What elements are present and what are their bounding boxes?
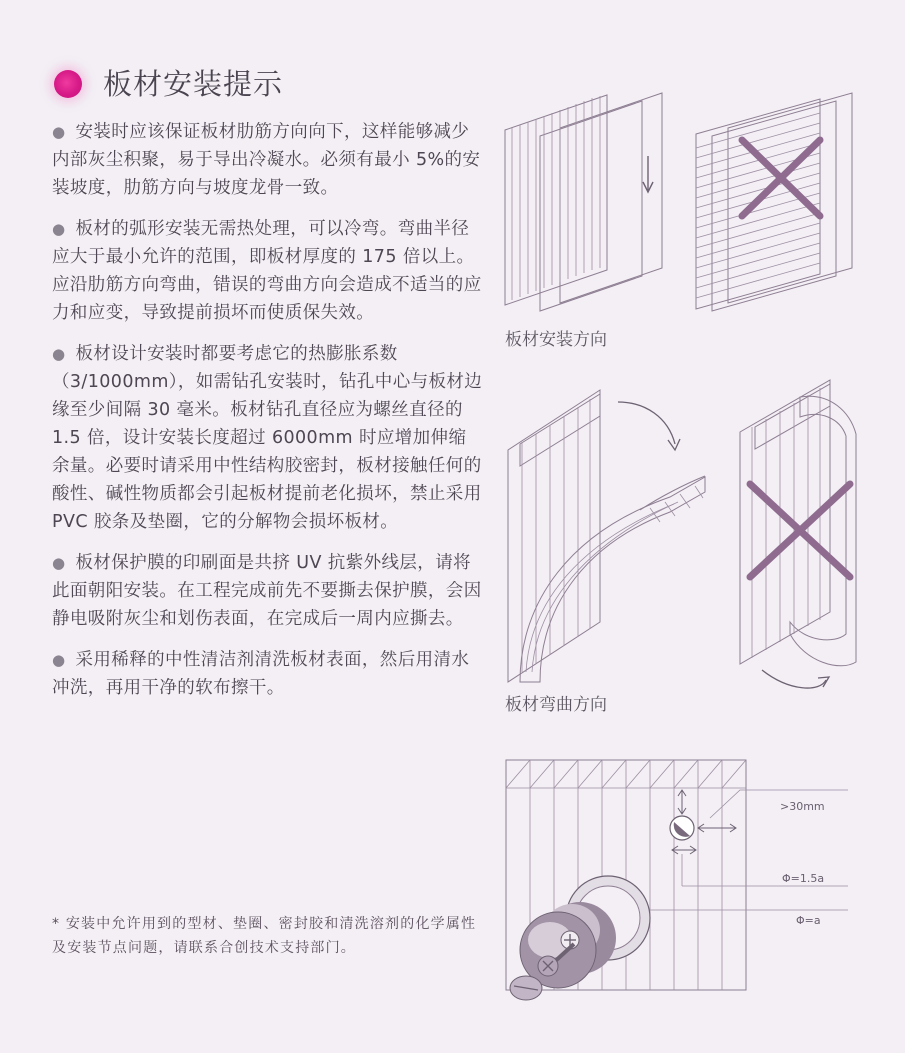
correct-bend-illustration: [508, 390, 705, 682]
instruction-text: 采用稀释的中性清洁剂清洗板材表面，然后用清水冲洗，再用干净的软布擦干。: [52, 650, 470, 698]
instruction-text: 板材设计安装时都要考虑它的热膨胀系数（3/1000mm），如需钻孔安装时，钻孔中心与板材边缘至少间隔 30 毫米。板材钻孔直径应为螺丝直径的 1.5 倍，设计安装长度超过 6000mm 时应增加伸缩余量。必要时请采用中性结构胶密封，板材接触任何的酸性、碱性物质都会引起板材提前老化损坏，禁止采用 PVC 胶条及垫圈，它的分解物会损坏板材。: [52, 344, 483, 532]
instructions-list: [52, 118, 484, 715]
instruction-paragraph: [52, 549, 484, 633]
dim-a-label: Φ=a: [796, 914, 821, 927]
drill-hole-dimensions: [620, 790, 848, 927]
dim-30mm-label: >30mm: [780, 800, 825, 813]
install-direction-label: 板材安装方向: [505, 330, 607, 350]
instruction-text: 安装时应该保证板材肋筋方向向下，这样能够减少内部灰尘积聚，易于导出冷凝水。必须有最小 5%的安装坡度，肋筋方向与坡度龙骨一致。: [52, 122, 481, 198]
footnote: * 安装中允许用到的型材、垫圈、密封胶和清洗溶剂的化学属性及安装节点问题，请联系合创技术支持部门。: [52, 916, 477, 956]
bullet-icon: ●: [52, 220, 66, 238]
bullet-icon: ●: [52, 123, 66, 141]
dim-1-5a-label: Φ=1.5a: [782, 872, 825, 885]
page-title: 板材安装提示: [103, 67, 284, 101]
instruction-paragraph: [52, 646, 484, 702]
bend-direction-figure: [500, 372, 870, 692]
instruction-paragraph: [52, 340, 484, 536]
wrong-bend-illustration: [740, 380, 856, 688]
wrong-panel-illustration: [696, 93, 852, 311]
washer-and-screw-illustration: [510, 876, 650, 1000]
bullet-icon: ●: [52, 651, 66, 669]
correct-panel-illustration: [505, 93, 662, 311]
instruction-text: 板材保护膜的印刷面是共挤 UV 抗紫外线层，请将此面朝阳安装。在工程完成前先不要撕去保护膜，会因静电吸附灰尘和划伤表面，在完成后一周内应撕去。: [52, 553, 482, 629]
title-bullet-dot: [54, 70, 82, 98]
instruction-text: 板材的弧形安装无需热处理，可以冷弯。弯曲半径应大于最小允许的范围，即板材厚度的 175 倍以上。应沿肋筋方向弯曲，错误的弯曲方向会造成不适当的应力和应变，导致提前损坏而使质保失效。: [52, 219, 482, 323]
drilling-detail-figure: [500, 750, 850, 1010]
bullet-icon: ●: [52, 554, 66, 572]
install-direction-figure: [500, 88, 860, 316]
bullet-icon: ●: [52, 345, 66, 363]
instruction-paragraph: [52, 118, 484, 202]
bend-direction-label: 板材弯曲方向: [505, 695, 607, 715]
instruction-paragraph: [52, 215, 484, 327]
